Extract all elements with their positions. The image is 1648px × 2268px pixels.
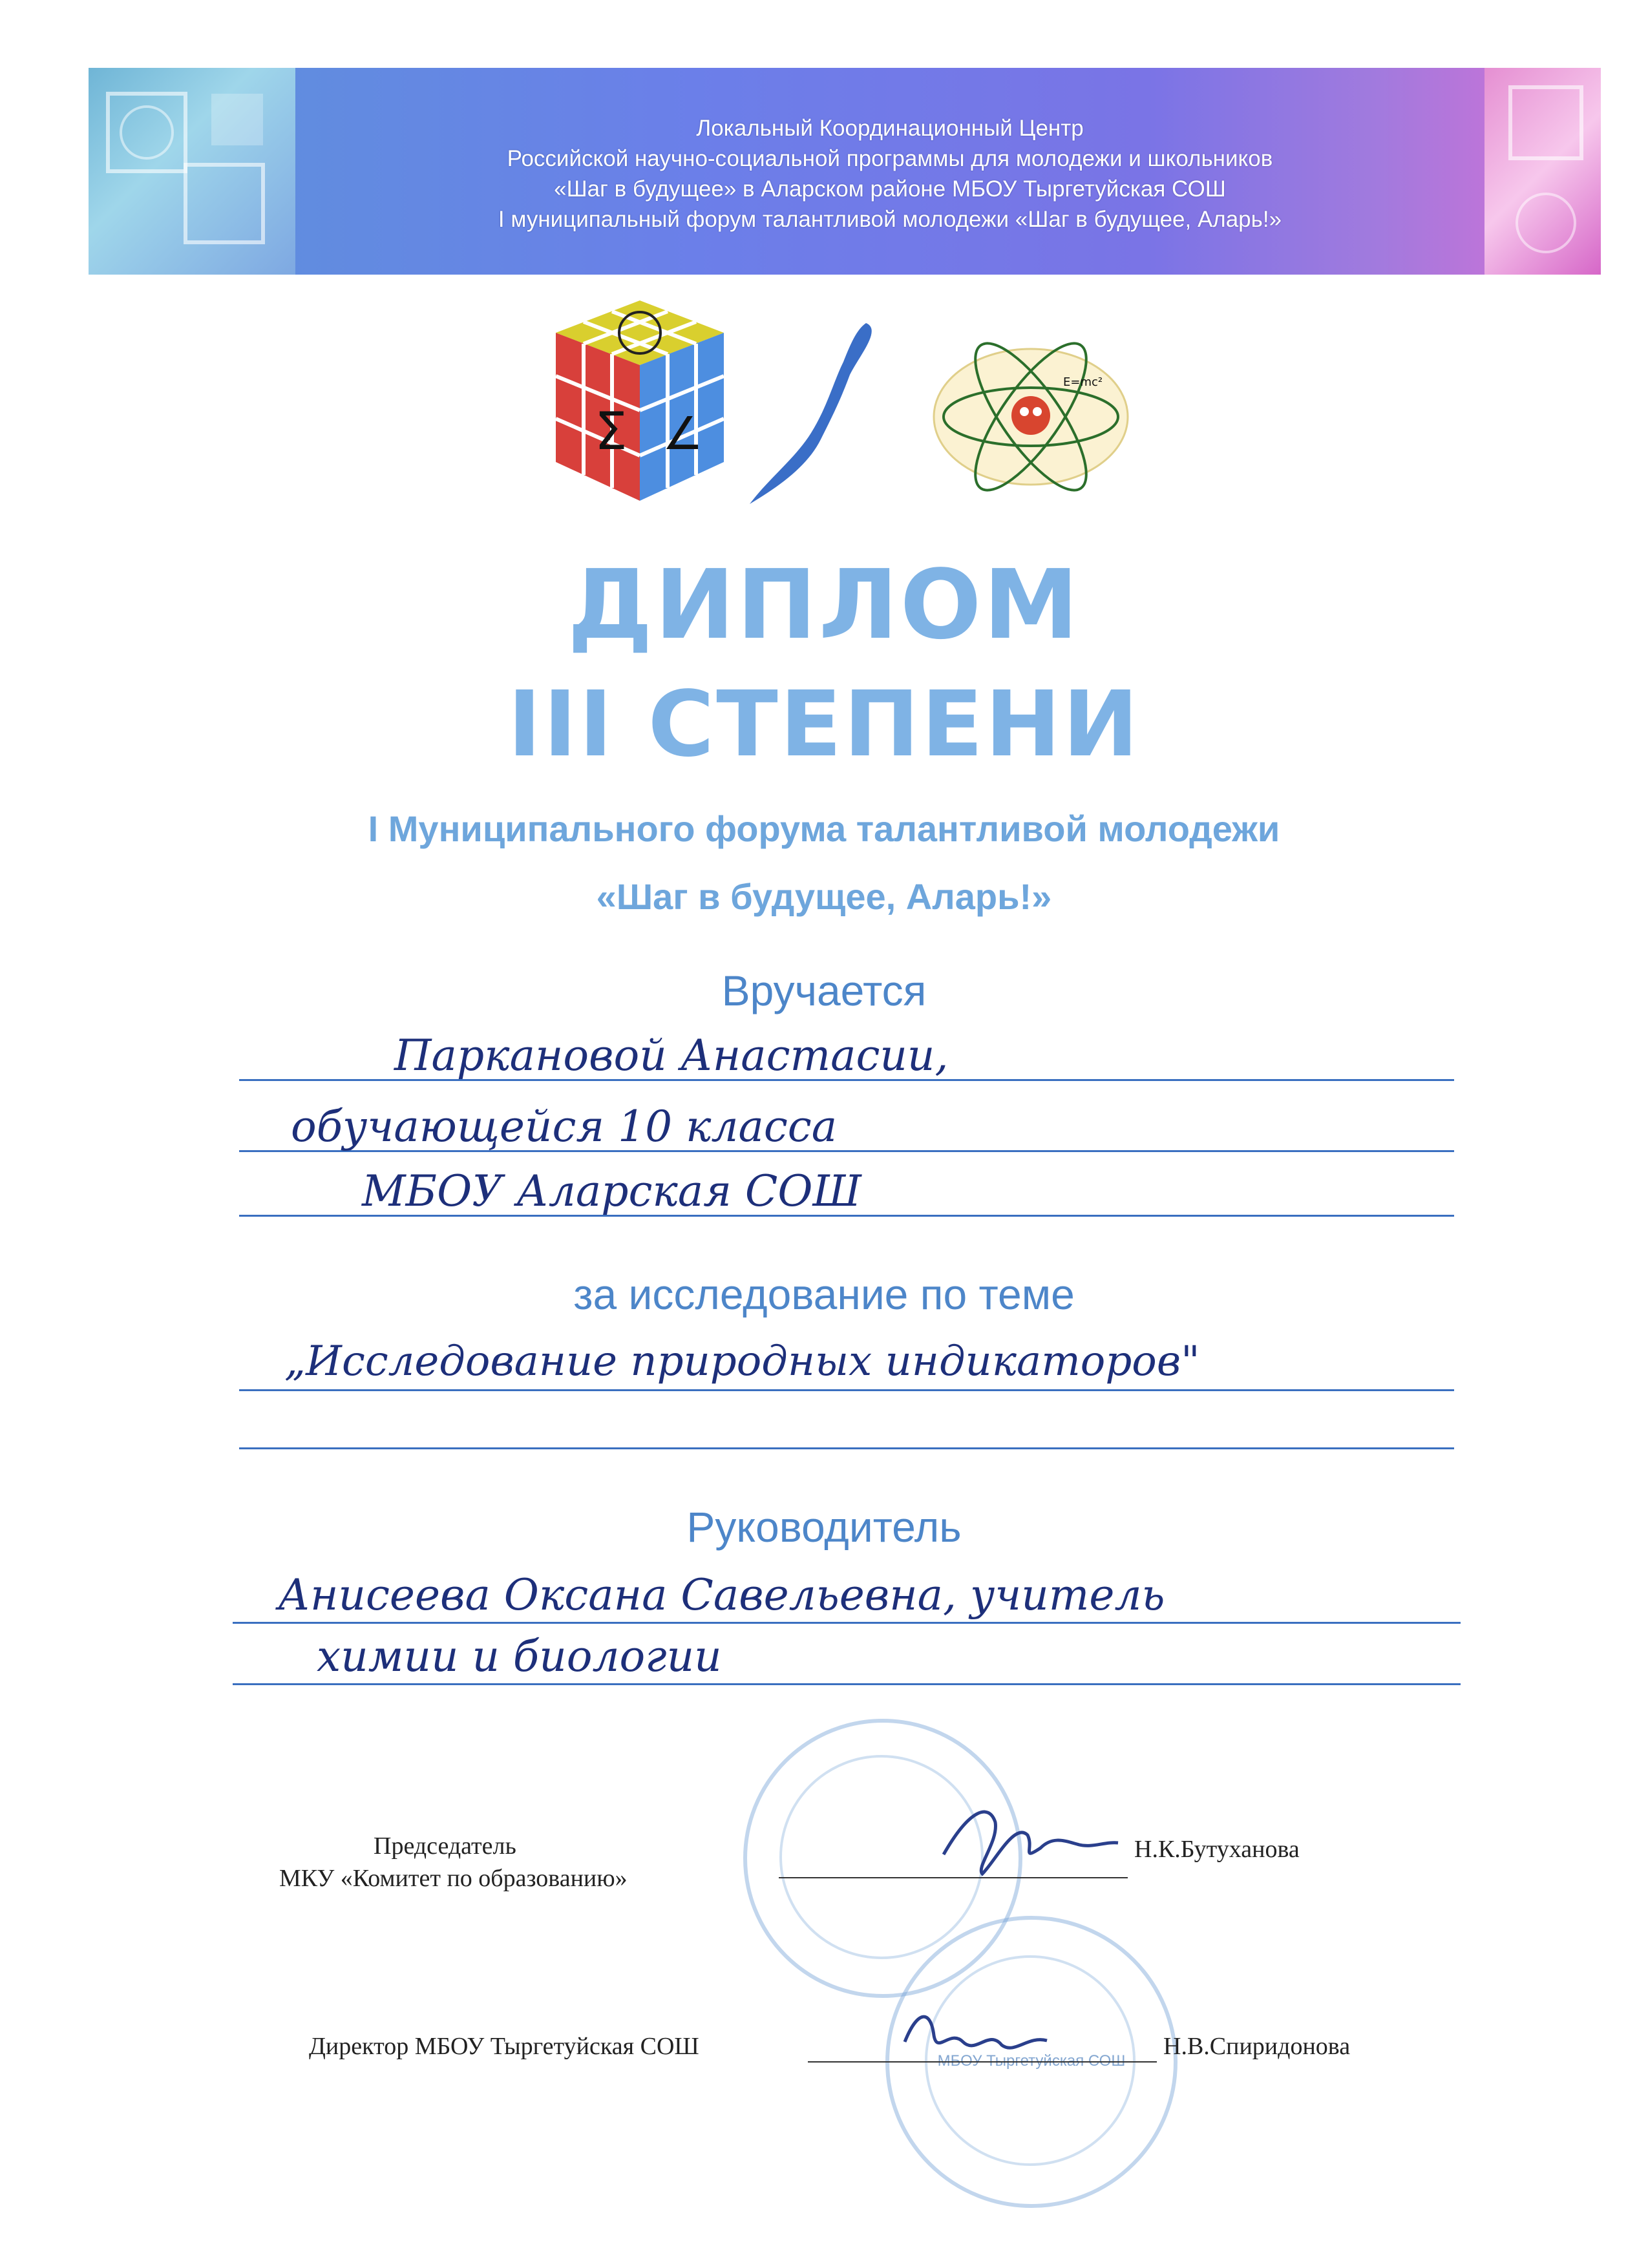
field-line xyxy=(239,1389,1454,1391)
research-topic: „Исследование природных индикаторов" xyxy=(284,1338,1200,1385)
director-title: Директор МБОУ Тыргетуйская СОШ xyxy=(309,2033,699,2060)
diploma-degree: III СТЕПЕНИ xyxy=(507,672,1141,777)
sigma-symbol: Σ xyxy=(595,401,628,461)
angle-symbol: ∠ xyxy=(662,407,703,460)
stamp-text: МБОУ Тыргетуйская СОШ xyxy=(937,2052,1126,2070)
atom-logo xyxy=(924,339,1137,494)
header-text xyxy=(295,113,1484,235)
banner-decoration-right xyxy=(1484,68,1601,275)
field-line xyxy=(233,1622,1461,1624)
forum-line-2: «Шаг в будущее, Аларь!» xyxy=(596,876,1052,917)
supervisor-name: Анисеева Оксана Савельевна, учитель xyxy=(278,1570,1165,1620)
director-signature xyxy=(892,1990,1060,2074)
header-line: «Шаг в будущее» в Аларском районе МБОУ Тыргетуйская СОШ xyxy=(554,176,1226,202)
chair-name: Н.К.Бутуханова xyxy=(1134,1836,1300,1863)
awardee-name: Паркановой Анастасии, xyxy=(394,1031,949,1080)
header-line: I муниципальный форум талантливой молодежи «Шаг в будущее, Аларь!» xyxy=(498,207,1282,232)
banner-decoration-left xyxy=(89,68,295,275)
field-line xyxy=(239,1447,1454,1449)
chair-title-2: МКУ «Комитет по образованию» xyxy=(279,1865,628,1892)
awarded-label: Вручается xyxy=(721,967,927,1014)
baikal-logo xyxy=(737,317,892,510)
header-banner xyxy=(89,68,1601,275)
awardee-school: МБОУ Аларская СОШ xyxy=(362,1166,861,1216)
research-label: за исследование по теме xyxy=(573,1270,1075,1318)
diploma-title: ДИПЛОМ xyxy=(567,549,1081,660)
field-line xyxy=(233,1683,1461,1685)
header-line: Российской научно-социальной программы для молодежи и школьников xyxy=(507,146,1273,171)
forum-line-1: I Муниципального форума талантливой молодежи xyxy=(368,808,1280,849)
chair-signature xyxy=(931,1796,1125,1887)
supervisor-position: химии и биологии xyxy=(317,1632,722,1681)
cube-logo xyxy=(543,294,737,507)
formula-label: E=mc² xyxy=(1063,375,1103,389)
chair-title-1: Председатель xyxy=(374,1832,516,1860)
supervisor-label: Руководитель xyxy=(686,1503,962,1551)
awardee-class: обучающейся 10 класса xyxy=(291,1102,838,1151)
header-line: Локальный Координационный Центр xyxy=(696,116,1084,141)
director-name: Н.В.Спиридонова xyxy=(1163,2033,1351,2060)
